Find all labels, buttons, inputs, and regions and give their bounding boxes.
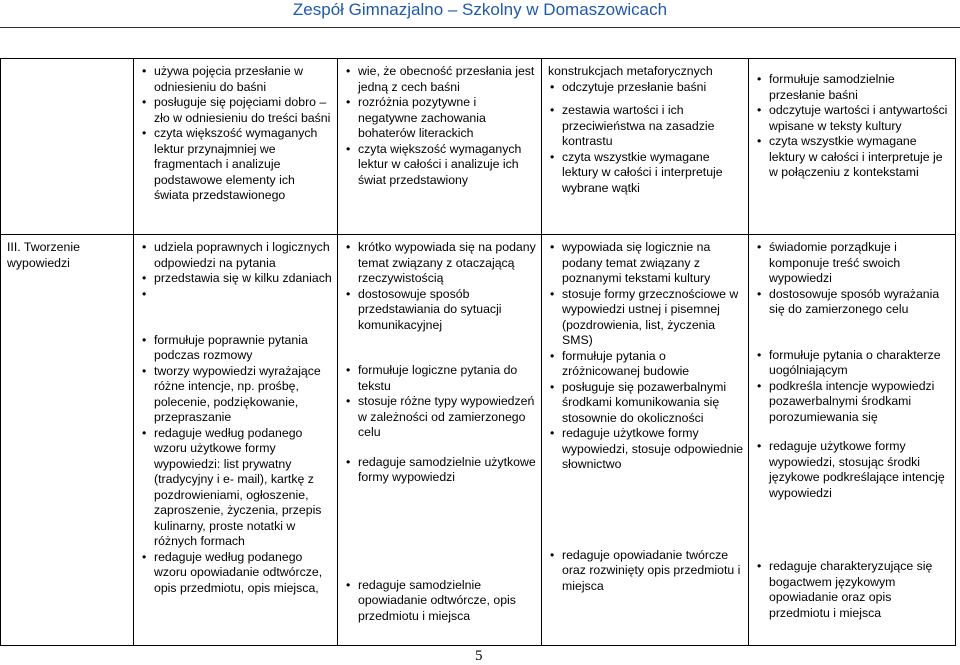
- list-item: • odczytuje wartości i antywartości wpisane w teksty kultury: [755, 103, 951, 134]
- row-label: [1, 59, 134, 235]
- list-item: • redaguje użytkowe formy wypowiedzi, stosuje odpowiednie słownictwo: [548, 426, 744, 473]
- list-item: • wie, że obecność przesłania jest jedną z cech baśni: [344, 64, 537, 95]
- list-item: • redaguje według podanego wzoru użytkowe formy wypowiedzi: list prywatny (tradycyjny i e- mail), kartkę z pozdrowieniami, ogłoszenie, zaproszenie, życzenia, przepis kulinarny, proste notatki w różnych formach: [140, 426, 333, 550]
- list-item: • tworzy wypowiedzi wyrażające różne intencje, np. prośbę, polecenie, podziękowanie, przepraszanie: [140, 364, 333, 426]
- list-item: • krótko wypowiada się na podany temat związany z otaczającą rzeczywistością: [344, 240, 537, 287]
- list-item: • formułuje pytania o zróżnicowanej budowie: [548, 349, 744, 380]
- grade-cell: [749, 235, 956, 646]
- list-item: • redaguje użytkowe formy wypowiedzi, stosując środki językowe podkreślające intencję wypowiedzi: [755, 439, 951, 501]
- list-item: • podkreśla intencje wypowiedzi pozawerbalnymi środkami porozumiewania się: [755, 379, 951, 426]
- list-item: • formułuje samodzielnie przesłanie baśni: [755, 72, 951, 103]
- list-item: • rozróżnia pozytywne i negatywne zachowania bohaterów literackich: [344, 95, 537, 142]
- list-item: konstrukcjach metaforycznych: [548, 64, 713, 78]
- table-row: [1, 59, 956, 235]
- page-header: [0, 0, 960, 44]
- list-item: • posługuje się pozawerbalnymi środkami komunikowania się stosownie do okoliczności: [548, 380, 744, 427]
- header-title: Zespół Gimnazjalno – Szkolny w Domaszowicach: [292, 0, 668, 19]
- grade-cell: [542, 59, 749, 235]
- table-row: [1, 235, 956, 646]
- list-item: • używa pojęcia przesłanie w odniesieniu do baśni: [140, 64, 333, 95]
- grade-cell: [134, 59, 338, 235]
- list-item: • dostosowuje sposób przedstawiania do sytuacji komunikacyjnej: [344, 287, 537, 334]
- list-item: • czyta wszystkie wymagane lektury w całości i interpretuje je w połączeniu z kontekstami: [755, 134, 951, 181]
- list-item: • formułuje logiczne pytania do tekstu: [344, 363, 537, 394]
- grade-cell: [542, 235, 749, 646]
- list-item: • udziela poprawnych i logicznych odpowiedzi na pytania: [140, 240, 333, 271]
- list-item: • stosuje różne typy wypowiedzeń w zależności od zamierzonego celu: [344, 394, 537, 441]
- grade-cell: [338, 235, 542, 646]
- list-item: • redaguje charakteryzujące się bogactwem językowym opowiadanie oraz opis przedmiotu i miejsca: [755, 559, 951, 621]
- list-item: • czyta wszystkie wymagane lektury w całości i interpretuje wybrane wątki: [548, 150, 744, 197]
- grade-cell: [338, 59, 542, 235]
- grade-cell: [134, 235, 338, 646]
- list-item: • czyta większość wymaganych lektur przynajmniej we fragmentach i analizuje podstawowe elementy ich świata przedstawionego: [140, 126, 333, 204]
- requirements-table: [0, 58, 956, 646]
- list-item: • formułuje poprawnie pytania podczas rozmowy: [140, 333, 333, 364]
- page-number: 5: [475, 648, 483, 664]
- list-item: • odczytuje przesłanie baśni: [548, 80, 744, 96]
- list-item: • redaguje opowiadanie twórcze oraz rozwinięty opis przedmiotu i miejsca: [548, 548, 744, 595]
- grade-cell: [749, 59, 956, 235]
- list-item: • redaguje samodzielnie użytkowe formy wypowiedzi: [344, 455, 537, 486]
- row-label: III. Tworzenie wypowiedzi: [1, 235, 134, 646]
- list-item: • redaguje według podanego wzoru opowiadanie odtwórcze, opis przedmiotu, opis miejsca,: [140, 550, 333, 597]
- list-item: • zestawia wartości i ich przeciwieństwa na zasadzie kontrastu: [548, 103, 744, 150]
- header-rule: [0, 27, 960, 28]
- list-item: • czyta większość wymaganych lektur w całości i analizuje ich świat przedstawiony: [344, 142, 537, 189]
- list-item: • przedstawia się w kilku zdaniach: [140, 271, 333, 287]
- list-item: • stosuje formy grzecznościowe w wypowiedzi ustnej i pisemnej (pozdrowienia, list, życzenia SMS): [548, 287, 744, 349]
- list-item: • wypowiada się logicznie na podany temat związany z poznanymi tekstami kultury: [548, 240, 744, 287]
- list-item: • redaguje samodzielnie opowiadanie odtwórcze, opis przedmiotu i miejsca: [344, 578, 537, 625]
- list-item: • dostosowuje sposób wyrażania się do zamierzonego celu: [755, 287, 951, 318]
- list-item: • świadomie porządkuje i komponuje treść swoich wypowiedzi: [755, 240, 951, 287]
- list-item: • posługuje się pojęciami dobro – zło w odniesieniu do treści baśni: [140, 95, 333, 126]
- list-item: • formułuje pytania o charakterze uogólniającym: [755, 348, 951, 379]
